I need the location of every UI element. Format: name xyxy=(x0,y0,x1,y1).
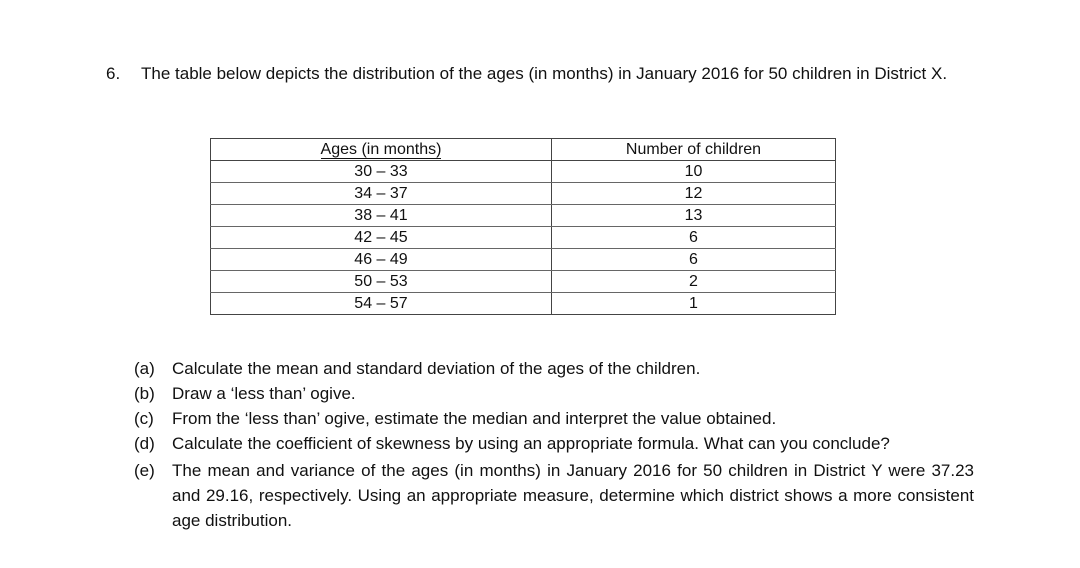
part-b xyxy=(134,381,974,406)
part-d xyxy=(134,431,974,456)
part-text: Calculate the mean and standard deviation of the ages of the children. xyxy=(172,359,701,378)
cell-count: 6 xyxy=(552,227,836,249)
table-row xyxy=(211,227,836,249)
question-parts xyxy=(134,356,974,533)
cell-count: 2 xyxy=(552,271,836,293)
cell-ages: 50 – 53 xyxy=(211,271,552,293)
part-text: From the ‘less than’ ogive, estimate the median and interpret the value obtained. xyxy=(172,409,777,428)
table-row xyxy=(211,183,836,205)
age-distribution-table xyxy=(210,138,836,315)
table-row xyxy=(211,205,836,227)
part-label: (c) xyxy=(134,409,154,428)
part-e xyxy=(134,458,974,533)
table-row xyxy=(211,271,836,293)
table-row xyxy=(211,161,836,183)
header-count: Number of children xyxy=(552,139,836,161)
table-row xyxy=(211,293,836,315)
cell-count: 1 xyxy=(552,293,836,315)
cell-ages: 54 – 57 xyxy=(211,293,552,315)
part-label: (d) xyxy=(134,434,155,453)
table-row xyxy=(211,249,836,271)
cell-count: 13 xyxy=(552,205,836,227)
cell-ages: 42 – 45 xyxy=(211,227,552,249)
header-ages-label: Ages (in months) xyxy=(320,141,442,158)
table-header-row xyxy=(211,139,836,161)
part-text: Calculate the coefficient of skewness by using an appropriate formula. What can you conclude? xyxy=(172,434,890,453)
part-label: (b) xyxy=(134,384,155,403)
part-a xyxy=(134,356,974,381)
cell-ages: 38 – 41 xyxy=(211,205,552,227)
cell-count: 10 xyxy=(552,161,836,183)
part-label: (e) xyxy=(134,461,155,480)
cell-count: 12 xyxy=(552,183,836,205)
header-ages xyxy=(211,139,552,161)
part-label: (a) xyxy=(134,359,155,378)
cell-count: 6 xyxy=(552,249,836,271)
cell-ages: 34 – 37 xyxy=(211,183,552,205)
cell-ages: 46 – 49 xyxy=(211,249,552,271)
question-number: 6. xyxy=(106,64,121,83)
part-text: Draw a ‘less than’ ogive. xyxy=(172,384,356,403)
part-c xyxy=(134,406,974,431)
part-text: The mean and variance of the ages (in months) in January 2016 for 50 children in District Y were 37.23 and 29.16, respectively. Using an appropriate measure, determine which district shows a more consistent age distribution. xyxy=(172,461,974,530)
cell-ages: 30 – 33 xyxy=(211,161,552,183)
question-intro: The table below depicts the distribution of the ages (in months) in January 2016 for 50 children in District X. xyxy=(141,64,948,83)
